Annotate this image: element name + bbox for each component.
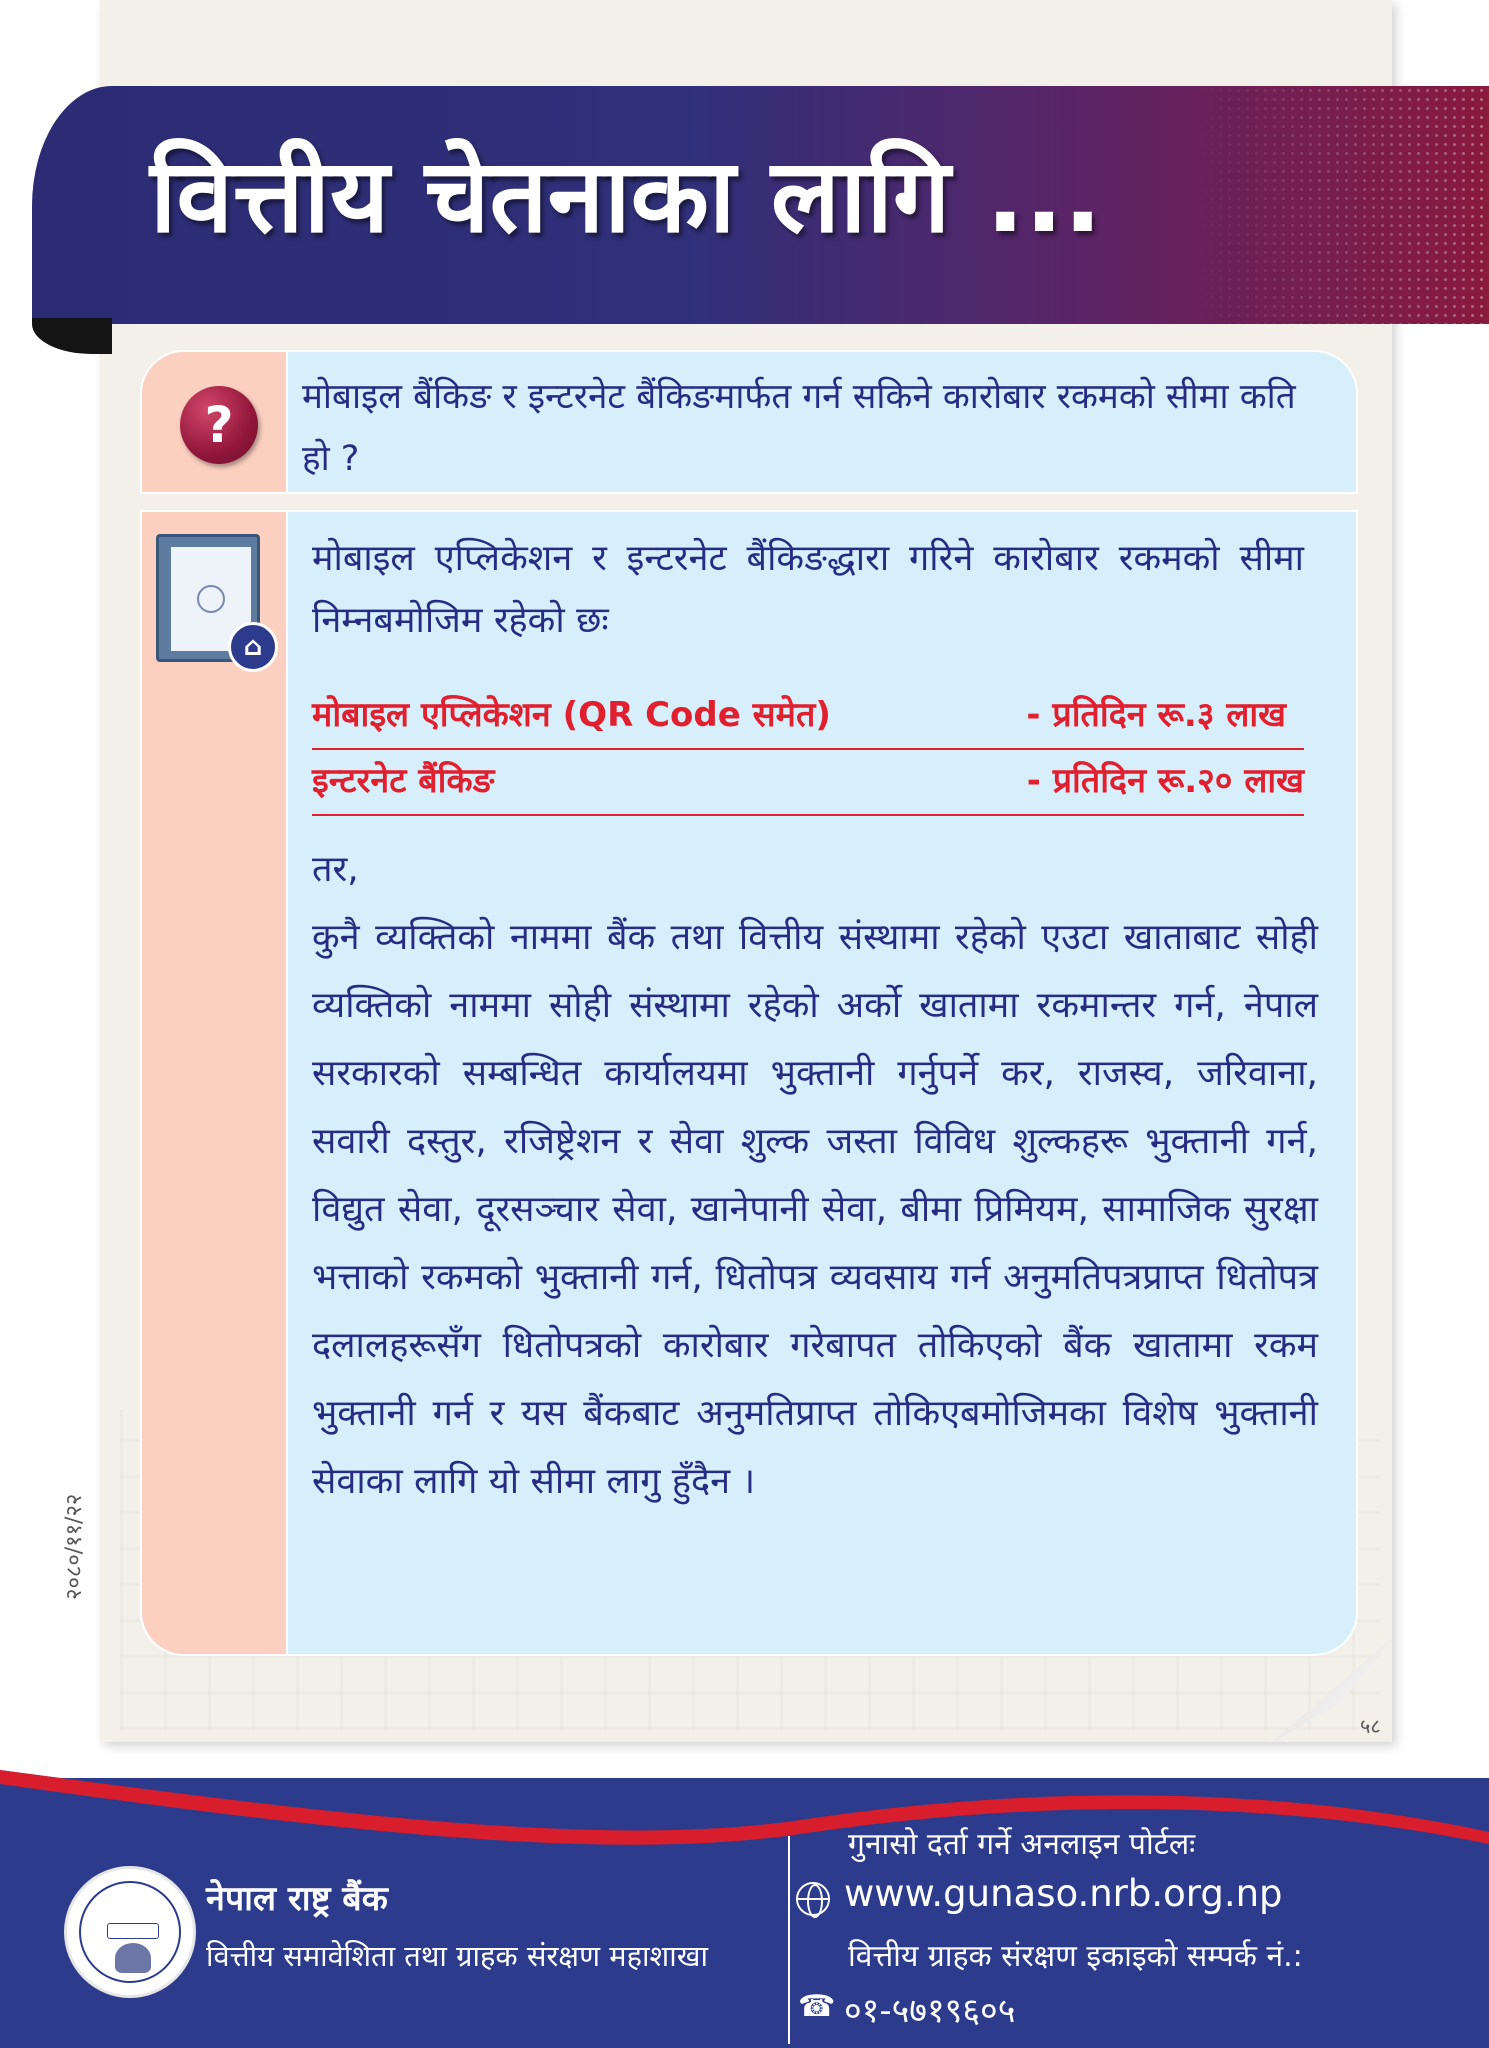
logo-ring xyxy=(79,1881,181,1983)
limit-row-mobile xyxy=(312,684,1304,750)
answer-body-text: कुनै व्यक्तिको नाममा बैंक तथा वित्तीय संस्थामा रहेको एउटा खाताबाट सोही व्यक्तिको नाममा सोही संस्थामा रहेको अर्को खातामा रकमान्तर गर्न, नेपाल सरकारको सम्बन्धित कार्यालयमा भुक्तानी गर्नुपर्ने कर, राजस्व, जरिवाना, सवारी दस्तुर, रजिष्ट्रेशन र सेवा शुल्क जस्ता विविध शुल्कहरू भुक्तानी गर्न, विद्युत सेवा, दूरसञ्चार सेवा, खानेपानी सेवा, बीमा प्रिमियम, सामाजिक सुरक्षा भत्ताको रकमको भुक्तानी गर्न, धितोपत्र व्यवसाय गर्न अनुमतिपत्रप्राप्त धितोपत्र दलालहरूसँग धितोपत्रको कारोबार गरेबापत तोकिएको बैंक खातामा रकम भुक्तानी गर्न र यस बैंकबाट अनुमतिप्राप्त तोकिएबमोजिमका विशेष भुक्तानी सेवाका लागि यो सीमा लागु हुँदैन । xyxy=(312,917,1318,1502)
limit-value: - प्रतिदिन रू.२० लाख xyxy=(1026,761,1304,801)
page-title: वित्तीय चेतनाका लागि ... xyxy=(150,137,1103,256)
portal-label: गुनासो दर्ता गर्ने अनलाइन पोर्टलः xyxy=(848,1827,1196,1862)
book-seal-icon xyxy=(197,585,225,613)
nrb-logo-icon xyxy=(64,1866,196,1998)
answer-intro: मोबाइल एप्लिकेशन र इन्टरनेट बैंकिङद्धारा गरिने कारोबार रकमको सीमा निम्नबमोजिम रहेको छः xyxy=(312,538,1304,641)
question-mark-icon: ? xyxy=(180,386,258,464)
limit-value: - प्रतिदिन रू.३ लाख xyxy=(1026,695,1286,735)
portal-link[interactable]: www.gunaso.nrb.org.np xyxy=(844,1872,1283,1915)
question-box xyxy=(140,350,1358,494)
footer-wave xyxy=(0,1740,1489,1860)
limit-label: मोबाइल एप्लिकेशन (QR Code समेत) xyxy=(312,695,831,735)
bank-building-icon: ⌂ xyxy=(228,622,278,672)
answer-side-panel xyxy=(142,512,288,1654)
contact-label: वित्तीय ग्राहक संरक्षण इकाइको सम्पर्क नं.: xyxy=(848,1939,1303,1974)
question-text: मोबाइल बैंकिङ र इन्टरनेट बैंकिङमार्फत गर्न सकिने कारोबार रकमको सीमा कति हो ? xyxy=(302,377,1296,479)
banner-fold xyxy=(32,318,112,354)
org-department: वित्तीय समावेशिता तथा ग्राहक संरक्षण महाशाखा xyxy=(206,1939,709,1973)
org-name: नेपाल राष्ट्र बैंक xyxy=(206,1879,388,1919)
banner-dot-pattern xyxy=(1189,86,1489,324)
answer-box xyxy=(140,510,1358,1656)
phone-icon: ☎ xyxy=(798,1989,836,2024)
limit-row-internet xyxy=(312,750,1304,816)
side-date: २०८०/११/२२ xyxy=(62,1493,87,1600)
footer-divider xyxy=(788,1836,790,2044)
globe-icon xyxy=(796,1882,830,1916)
limit-label: इन्टरनेट बैंकिङ xyxy=(312,761,495,801)
logo-banner xyxy=(107,1923,159,1939)
contact-phone[interactable]: ०१-५७१९६०५ xyxy=(844,1991,1016,2031)
answer-but: तर, xyxy=(312,849,359,890)
page-number: ५८ xyxy=(1360,1714,1381,1738)
question-side-panel xyxy=(142,352,288,492)
answer-body xyxy=(312,836,1318,1516)
logo-emblem xyxy=(115,1943,151,1973)
limits-list xyxy=(312,684,1304,816)
